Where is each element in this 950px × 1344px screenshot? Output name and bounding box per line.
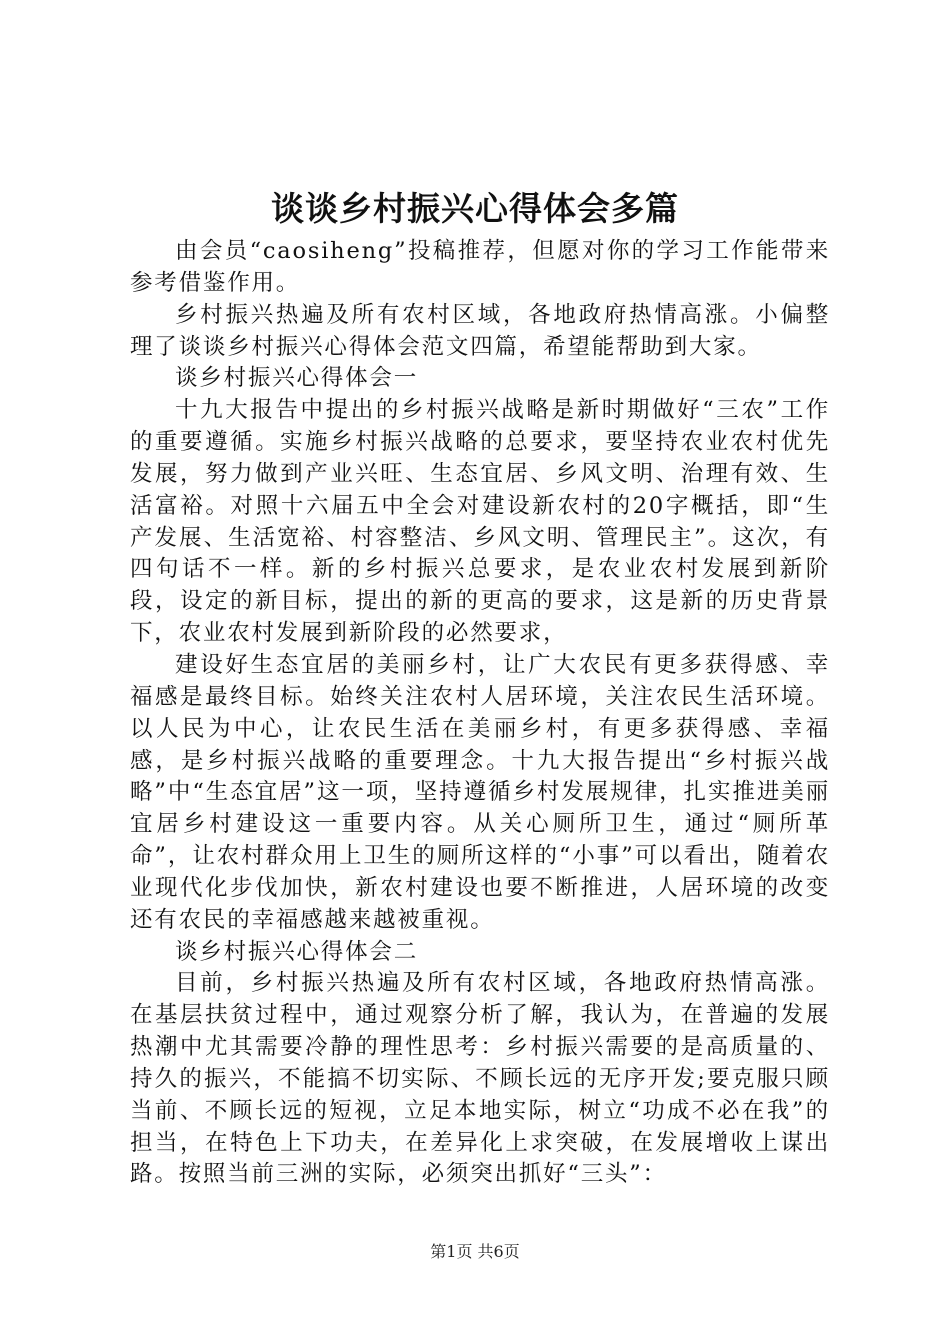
page-footer: 第1页 共6页 bbox=[430, 1242, 520, 1261]
document-body bbox=[130, 236, 830, 1191]
summary-paragraph: 乡村振兴热遍及所有农村区域，各地政府热情高涨。小偏整理了谈谈乡村振兴心得体会范文四篇，希望能帮助到大家。 bbox=[130, 301, 830, 360]
body-paragraph: 十九大报告中提出的乡村振兴战略是新时期做好“三农”工作的重要遵循。实施乡村振兴战略的总要求，要坚持农业农村优先发展，努力做到产业兴旺、生态宜居、乡风文明、治理有效、生活富裕。对照十六届五中全会对建设新农村的20字概括，即“生产发展、生活宽裕、村容整洁、乡风文明、管理民主”。这次，有四句话不一样。新的乡村振兴总要求，是农业农村发展到新阶段，设定的新目标，提出的新的更高的要求，这是新的历史背景下，农业农村发展到新阶段的必然要求， bbox=[130, 397, 830, 647]
body-paragraph: 目前，乡村振兴热遍及所有农村区域，各地政府热情高涨。在基层扶贫过程中，通过观察分析了解，我认为，在普遍的发展热潮中尤其需要冷静的理性思考：乡村振兴需要的是高质量的、持久的振兴，不能搞不切实际、不顾长远的无序开发;要克服只顾当前、不顾长远的短视，立足本地实际，树立“功成不必在我”的担当，在特色上下功夫，在差异化上求突破，在发展增收上谋出路。按照当前三洲的实际，必须突出抓好“三头”： bbox=[130, 970, 830, 1188]
section-heading-one: 谈乡村振兴心得体会一 bbox=[175, 365, 419, 392]
intro-paragraph: 由会员“caosiheng”投稿推荐，但愿对你的学习工作能带来参考借鉴作用。 bbox=[130, 238, 830, 296]
section-heading-two: 谈乡村振兴心得体会二 bbox=[175, 938, 419, 965]
body-paragraph: 建设好生态宜居的美丽乡村，让广大农民有更多获得感、幸福感是最终目标。始终关注农村人居环境，关注农民生活环境。以人民为中心，让农民生活在美丽乡村，有更多获得感、幸福感，是乡村振兴战略的重要理念。十九大报告提出“乡村振兴战略”中“生态宜居”这一项，坚持遵循乡村发展规律，扎实推进美丽宜居乡村建设这一重要内容。从关心厕所卫生，通过“厕所革命”，让农村群众用上卫生的厕所这样的“小事”可以看出，随着农业现代化步伐加快，新农村建设也要不断推进，人居环境的改变还有农民的幸福感越来越被重视。 bbox=[130, 651, 830, 933]
document-title: 谈谈乡村振兴心得体会多篇 bbox=[271, 189, 679, 228]
